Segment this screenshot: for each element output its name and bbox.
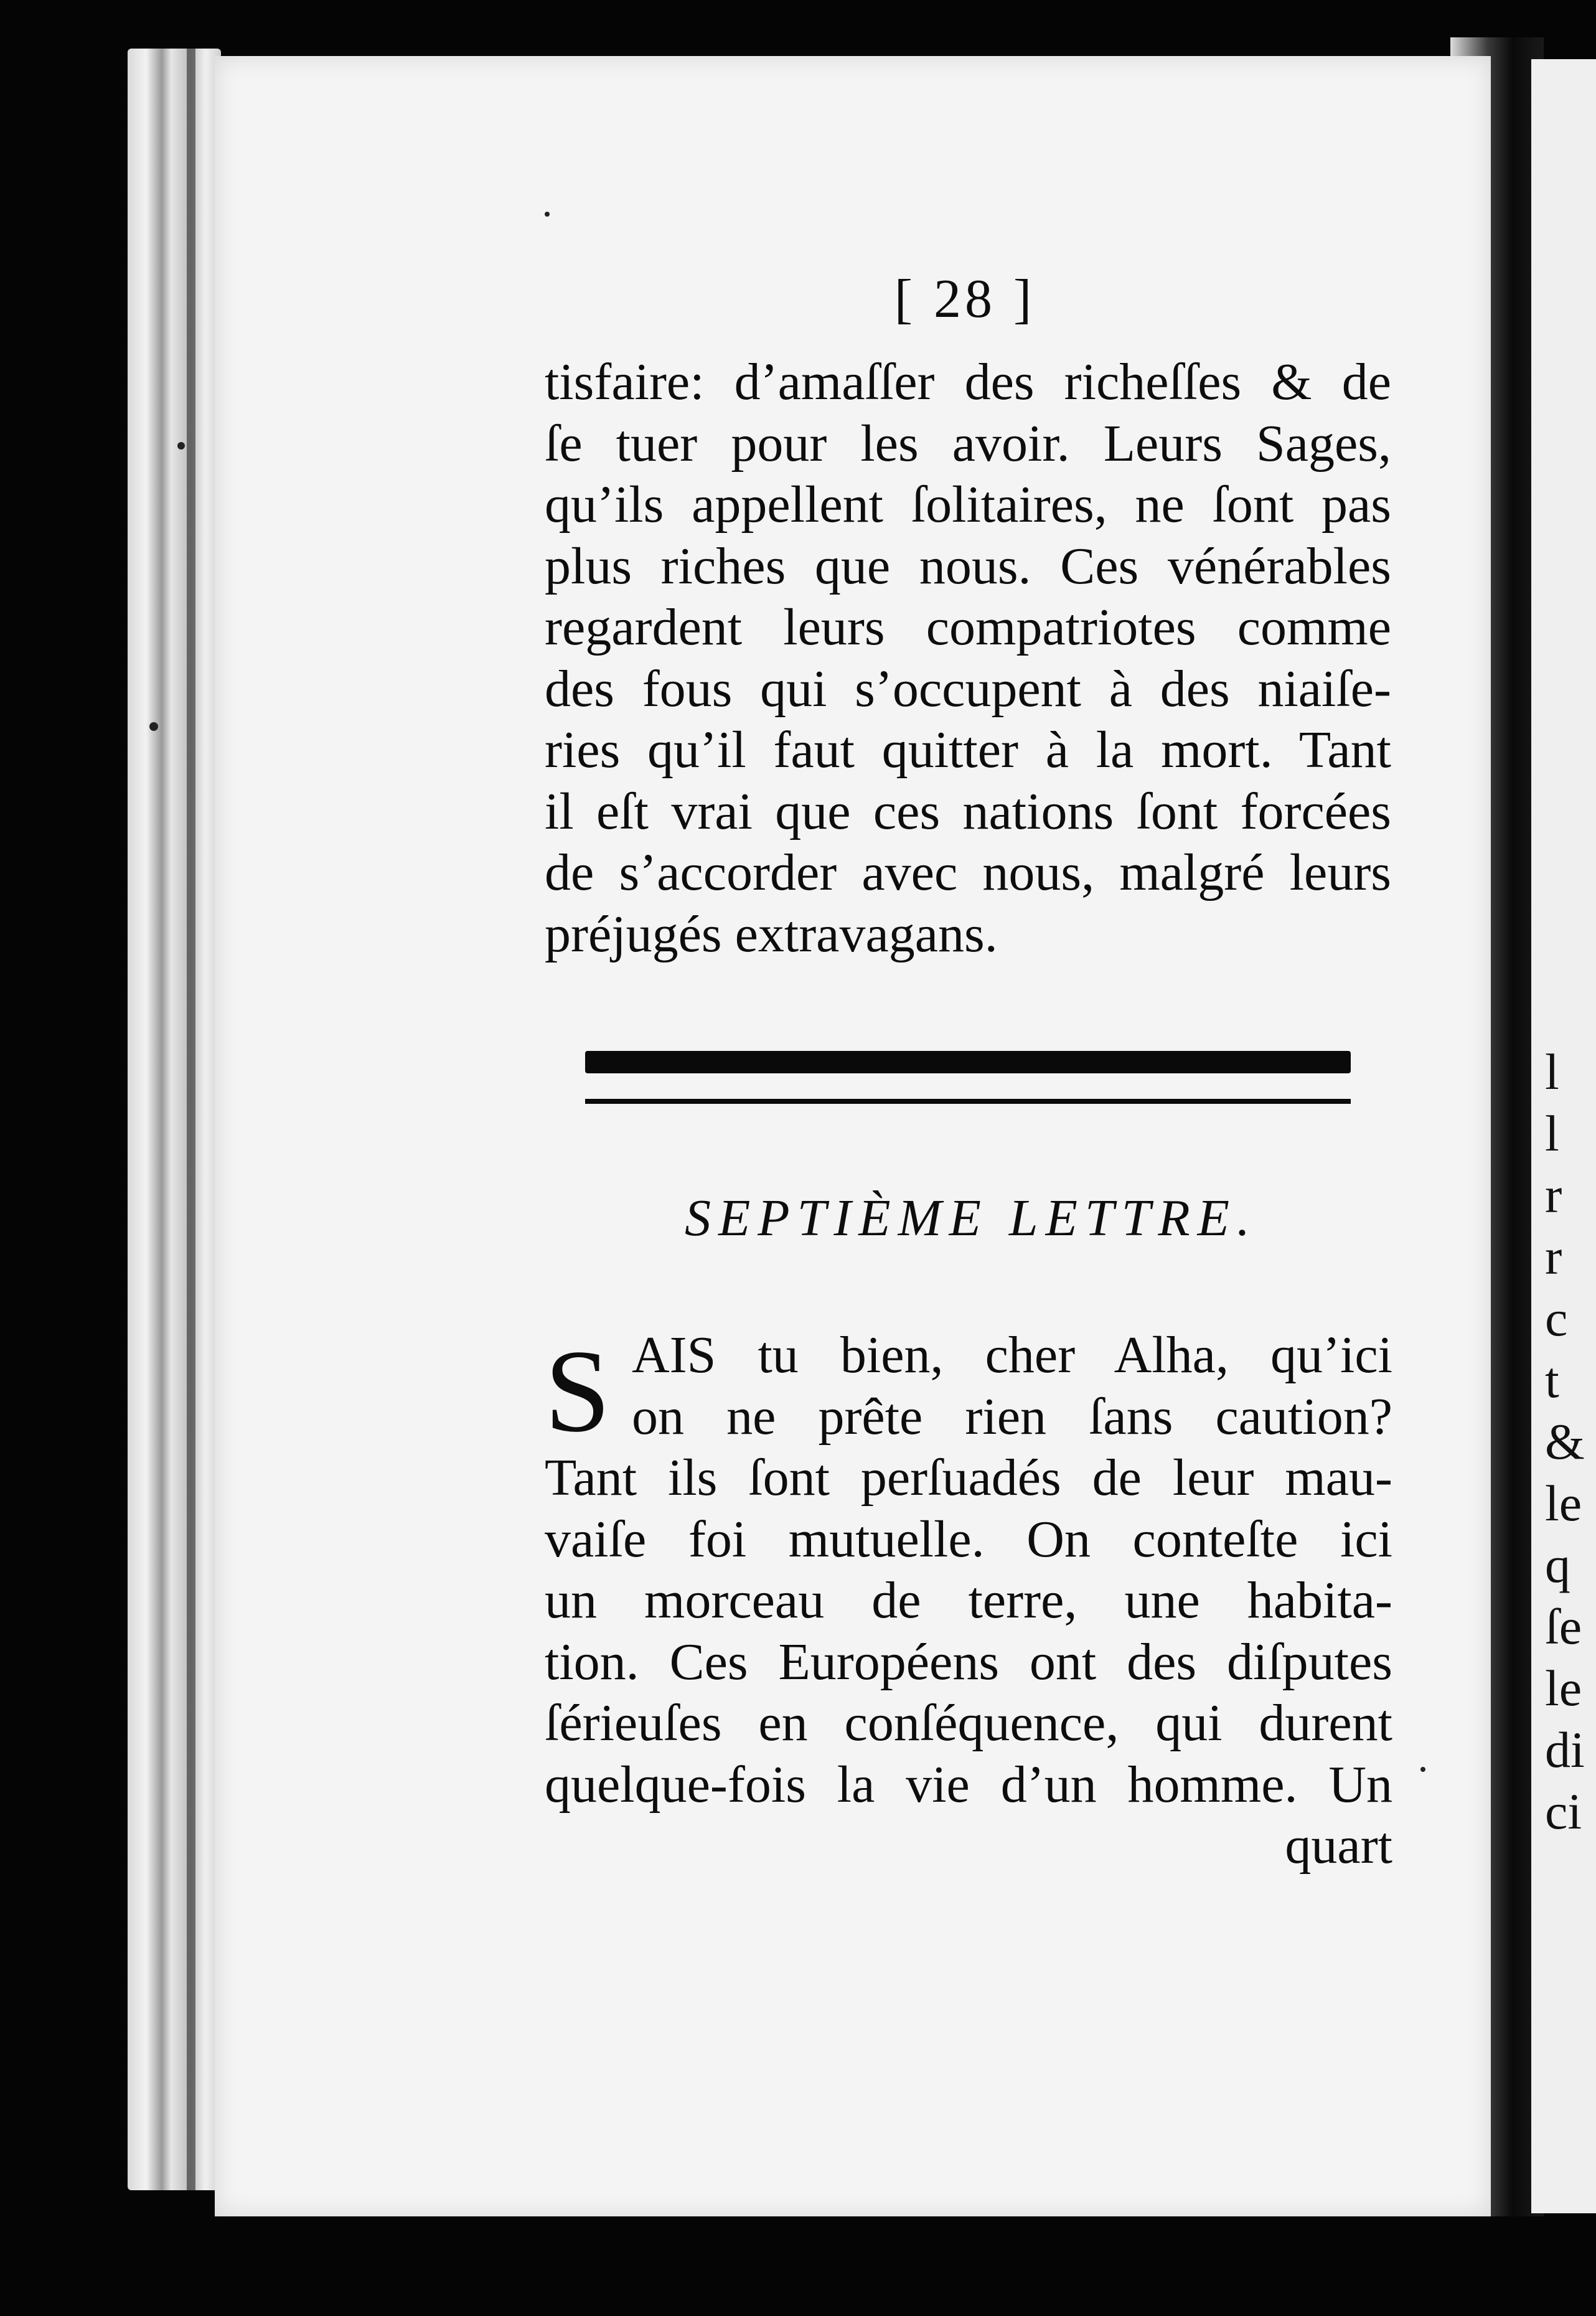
facing-page — [1531, 59, 1596, 2213]
page-number: [ 28 ] — [894, 269, 1036, 329]
letter-text — [545, 1325, 1392, 1877]
text-line: AIS tu bien, cher Alha, qu’ici — [632, 1326, 1392, 1384]
ink-speck — [1420, 1767, 1425, 1772]
text-line: des fous qui s’occupent à des niaiſe- — [545, 659, 1391, 718]
drop-cap: S — [545, 1326, 611, 1457]
text-line: on ne prête rien ſans caution? — [632, 1387, 1392, 1446]
facing-page-fragment: di — [1545, 1721, 1585, 1778]
text-line: préjugés extravagans. — [545, 905, 998, 963]
facing-page-fragment: t — [1545, 1352, 1559, 1408]
text-line: ries qu’il faut quitter à la mort. Tant — [545, 721, 1391, 779]
text-line: quelque-fois la vie d’un homme. Un — [545, 1755, 1392, 1814]
facing-page-fragment: l — [1545, 1043, 1559, 1100]
section-divider-thin — [585, 1099, 1351, 1104]
text-line: un morceau de terre, une habita- — [545, 1571, 1392, 1629]
facing-page-fragment: le — [1545, 1475, 1582, 1532]
text-line: ſe tuer pour les avoir. Leurs Sages, — [545, 414, 1391, 473]
facing-page-fragment: c — [1545, 1290, 1568, 1347]
text-line: tion. Ces Européens ont des diſputes — [545, 1632, 1392, 1691]
text-line: de s’accorder avec nous, malgré leurs — [545, 844, 1391, 901]
facing-page-fragment: ſe — [1545, 1598, 1582, 1655]
text-line: tisfaire: d’amaſſer des richeſſes & de — [545, 353, 1391, 411]
continuation-text — [545, 352, 1391, 965]
facing-page-fragment: ci — [1545, 1783, 1582, 1840]
facing-page-fragment: l — [1545, 1105, 1559, 1162]
text-line: il eſt vrai que ces nations ſont forcées — [545, 782, 1391, 840]
letter-heading: SEPTIÈME LETTRE. — [685, 1189, 1257, 1247]
facing-page-fragment: r — [1545, 1228, 1562, 1285]
text-line: Tant ils ſont perſuadés de leur mau- — [545, 1449, 1392, 1507]
text-line: regardent leurs compatriotes comme — [545, 598, 1391, 656]
facing-page-fragment: & — [1545, 1413, 1585, 1470]
facing-page-fragment: le — [1545, 1660, 1582, 1716]
ink-speck — [149, 722, 158, 731]
facing-page-fragment: r — [1545, 1167, 1562, 1223]
facing-page-fragment: q — [1545, 1537, 1570, 1593]
text-line: plus riches que nous. Ces vénérables — [545, 537, 1391, 595]
text-line: qu’ils appellent ſolitaires, ne ſont pas — [545, 476, 1391, 534]
text-line: vaiſe foi mutuelle. On conteſte ici — [545, 1510, 1392, 1568]
section-divider-thick — [585, 1051, 1351, 1073]
catchword: quart — [1285, 1817, 1392, 1875]
ink-speck — [545, 212, 550, 217]
text-line: ſérieuſes en conſéquence, qui durent — [545, 1694, 1392, 1752]
ink-speck — [177, 442, 185, 450]
page-edges — [128, 49, 221, 2190]
